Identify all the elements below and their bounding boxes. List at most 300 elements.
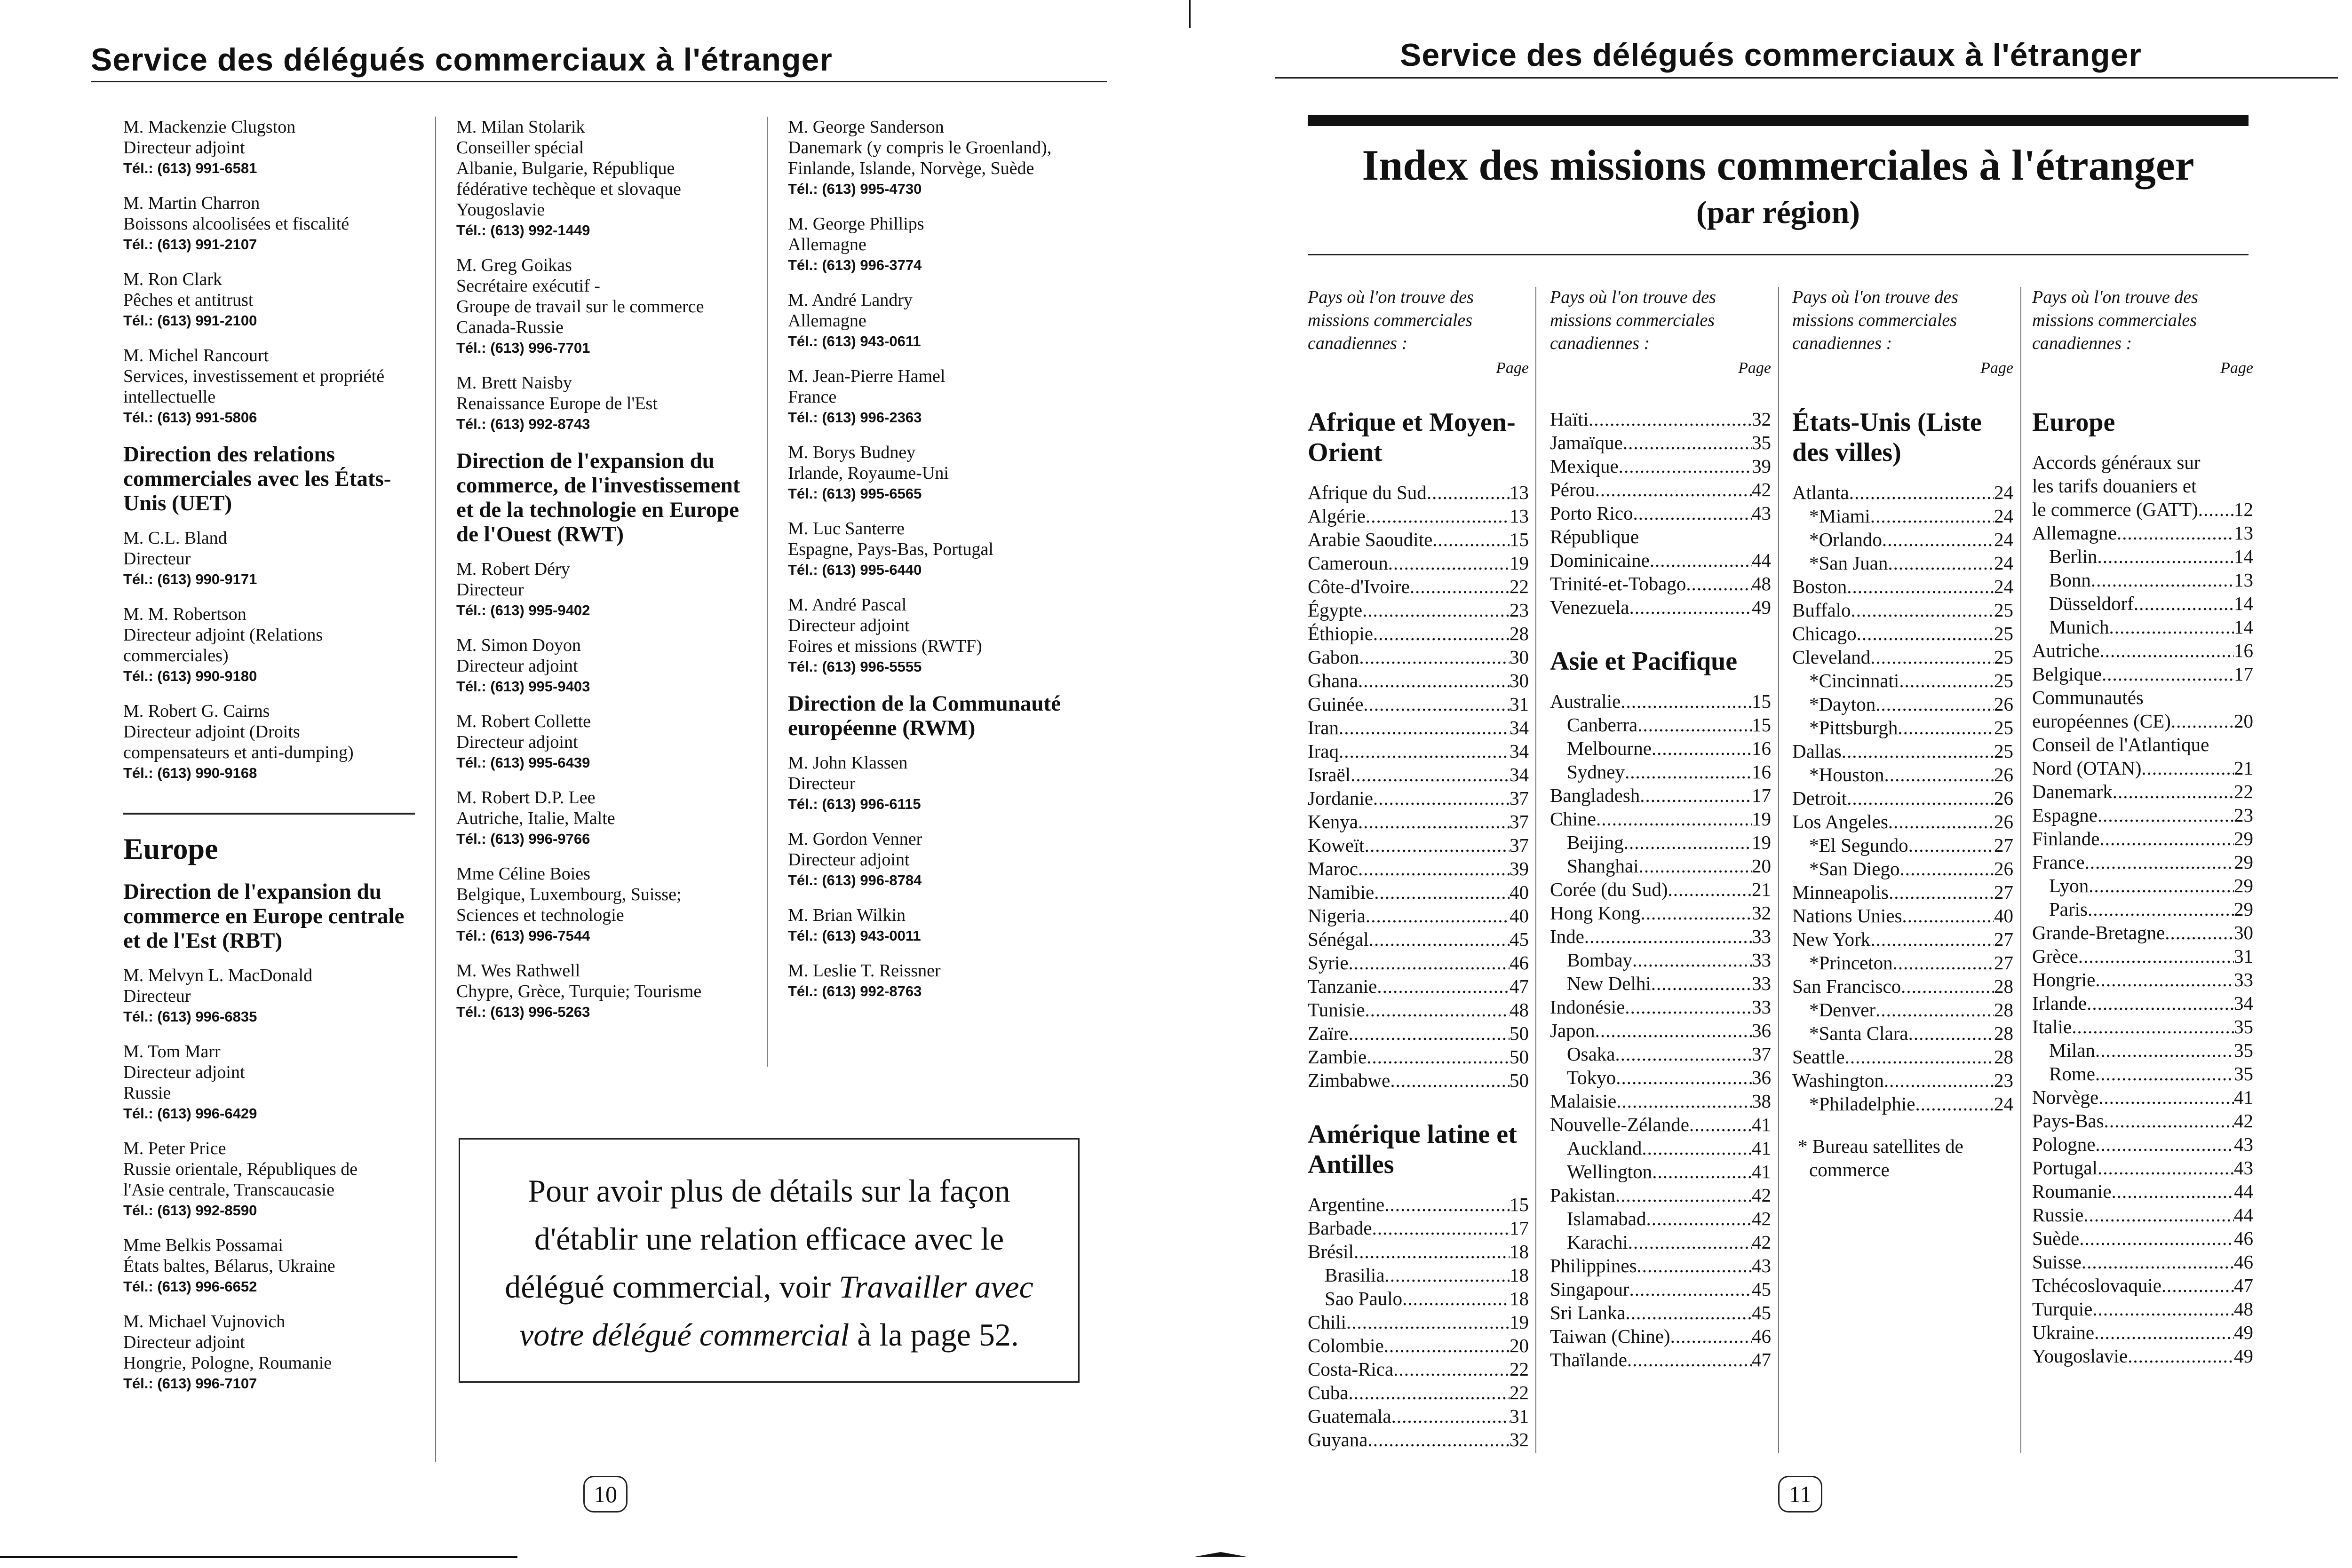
- leader-dots: [1689, 1113, 1752, 1136]
- index-entry-page: 18: [1510, 1288, 1529, 1309]
- index-entry-page: 25: [1994, 670, 2013, 691]
- contact-name: M. M. Robertson: [123, 604, 246, 624]
- leader-dots: [1898, 716, 1994, 739]
- index-entry-name: Berlin: [2049, 546, 2098, 567]
- index-entry: [1308, 974, 1529, 998]
- index-entry: [1308, 528, 1529, 551]
- index-entry-page: 30: [1510, 646, 1529, 668]
- index-entry-page: 50: [1510, 1069, 1529, 1091]
- index-entry: [2032, 1180, 2253, 1203]
- index-entry-page: 28: [1994, 975, 2013, 997]
- index-entry-page: 24: [1994, 552, 2013, 574]
- leader-dots: [1358, 857, 1510, 880]
- index-entry-page: 36: [1752, 1020, 1771, 1041]
- index-entry-name: Paris: [2049, 898, 2088, 920]
- index-column-1: [1308, 286, 1529, 1451]
- leader-dots: [1851, 598, 1994, 622]
- index-entry-name: Pakistan: [1550, 1184, 1615, 1206]
- contact-phone: Tél.: (613) 996-3774: [788, 257, 922, 273]
- index-entry-name: Pays-Bas: [2032, 1110, 2104, 1132]
- column-divider: [767, 117, 768, 1067]
- contact-name: M. Jean-Pierre Hamel: [788, 366, 946, 386]
- index-entry-name: Syrie: [1308, 952, 1349, 974]
- contact-detail: compensateurs et anti-dumping): [123, 743, 354, 762]
- index-entry: [1792, 645, 2013, 669]
- leader-dots: [1915, 1092, 1994, 1116]
- index-entry-page: 26: [1994, 693, 2013, 715]
- index-entry-name: Sydney: [1567, 761, 1625, 783]
- index-entry-name: Los Angeles: [1792, 811, 1888, 832]
- index-entry: [1550, 1089, 1771, 1113]
- index-entry-name: Jordanie: [1308, 787, 1373, 809]
- index-entry: [1792, 810, 2013, 833]
- index-entry: [2032, 1344, 2253, 1368]
- index-entry-page: 30: [2234, 922, 2253, 943]
- contact-name: M. Melvyn L. MacDonald: [123, 966, 313, 985]
- contact-entry: [788, 214, 1098, 276]
- contact-detail: France: [788, 387, 837, 407]
- index-entry-page: 13: [1510, 482, 1529, 503]
- index-entry: [1792, 786, 2013, 810]
- index-entry-page: 42: [2234, 1110, 2253, 1132]
- index-entry: [1550, 1183, 1771, 1207]
- index-entry-page: 21: [1752, 879, 1771, 900]
- index-entry: [1792, 598, 2013, 622]
- leader-dots: [1619, 454, 1752, 478]
- contact-entry: [456, 711, 757, 773]
- contact-entry: [123, 193, 415, 255]
- index-entry-page: 20: [2234, 710, 2253, 732]
- index-column-3: [1792, 286, 2013, 1181]
- contact-phone: Tél.: (613) 996-6115: [788, 796, 921, 812]
- contact-detail: Directeur adjoint: [456, 656, 578, 676]
- contact-name: Mme Céline Boies: [456, 864, 590, 884]
- contact-entry: [123, 604, 415, 687]
- index-entry-page: 37: [1752, 1043, 1771, 1065]
- right-page: [1195, 0, 2352, 1568]
- index-entry: [2032, 780, 2253, 803]
- index-entry-page: 44: [2234, 1204, 2253, 1226]
- index-entry: [2032, 991, 2253, 1015]
- index-entry-page: 33: [1752, 973, 1771, 994]
- index-entry-page: 44: [1752, 549, 1771, 571]
- index-entry: [1308, 692, 1529, 716]
- leader-dots: [1365, 833, 1510, 857]
- column-header: [2032, 286, 2253, 380]
- leader-dots: [1363, 692, 1510, 716]
- callout-box: [459, 1138, 1080, 1383]
- title-bar: [1308, 115, 2249, 126]
- index-entry: [1550, 831, 1771, 854]
- index-entry-page: 15: [1510, 1194, 1529, 1215]
- index-entry-page: 35: [2234, 1039, 2253, 1061]
- index-entry-page: 17: [1510, 1217, 1529, 1239]
- index-entry-name: *Philadelphie: [1809, 1093, 1915, 1115]
- index-entry-page: 23: [1510, 599, 1529, 621]
- index-entry-page: 26: [1994, 811, 2013, 832]
- contact-phone: Tél.: (613) 996-2363: [788, 409, 922, 426]
- index-entry-page: 48: [2234, 1298, 2253, 1320]
- index-entry: [1792, 763, 2013, 786]
- directorate-heading: Direction de l'expansion du commerce, de l'investissement et de la technologie en Europe de l'Ouest (RWT): [456, 449, 740, 546]
- contact-entry: [123, 528, 415, 590]
- leader-dots: [2165, 921, 2234, 944]
- index-entry-page: 24: [1994, 576, 2013, 597]
- index-entry-page: 35: [2234, 1016, 2253, 1037]
- index-entry-page: 41: [1752, 1114, 1771, 1135]
- contact-entry: [123, 117, 415, 179]
- contact-name: M. George Phillips: [788, 214, 924, 234]
- contact-entry: [788, 117, 1098, 199]
- contact-entry: [788, 290, 1098, 352]
- index-entry-name: Hongrie: [2032, 969, 2096, 990]
- contact-entry: [456, 960, 757, 1022]
- index-entry-name: Zambie: [1308, 1046, 1367, 1068]
- leader-dots: [1637, 1254, 1752, 1277]
- contact-detail: Directeur adjoint: [788, 616, 910, 635]
- index-entry-page: 31: [1510, 1405, 1529, 1427]
- index-entry-page: 18: [1510, 1241, 1529, 1262]
- leader-dots: [1384, 1193, 1510, 1216]
- leader-dots: [1385, 1263, 1510, 1287]
- contact-detail: Albanie, Bulgarie, République: [456, 158, 675, 178]
- index-entry: [1308, 1240, 1529, 1263]
- index-entry: [1792, 739, 2013, 763]
- index-entry-page: 27: [1994, 881, 2013, 903]
- index-entry: [1792, 481, 2013, 504]
- contact-name: M. Luc Santerre: [788, 519, 905, 539]
- leader-dots: [1625, 995, 1752, 1019]
- index-entry-name: Bangladesh: [1550, 784, 1640, 806]
- index-entry-name: Sri Lanka: [1550, 1302, 1626, 1323]
- index-entry-page: 29: [2234, 851, 2253, 873]
- index-entry-page: 46: [2234, 1227, 2253, 1249]
- index-entry: [2032, 1321, 2253, 1344]
- column-header-text: Pays où l'on trouve des missions commerciales canadiennes :: [2032, 287, 2198, 353]
- index-entry-page: 37: [1510, 787, 1529, 809]
- contact-detail: intellectuelle: [123, 387, 216, 407]
- index-entry: [1550, 501, 1771, 525]
- leader-dots: [1652, 1160, 1752, 1183]
- directorate-heading: Direction de l'expansion du commerce en Europe centrale et de l'Est (RBT): [123, 879, 405, 953]
- index-entry-page: 34: [1510, 717, 1529, 738]
- index-entry-name: *Pittsburgh: [1809, 717, 1898, 738]
- leader-dots: [2079, 1227, 2234, 1250]
- index-entry-page: 40: [1510, 881, 1529, 903]
- index-entry-page: 20: [1752, 855, 1771, 877]
- index-entry-name: Nations Unies: [1792, 905, 1902, 927]
- index-entry-page: 42: [1752, 1231, 1771, 1253]
- index-entry: [2032, 944, 2253, 968]
- leader-dots: [2085, 850, 2234, 874]
- index-entry-page: 17: [2234, 663, 2253, 685]
- contact-phone: Tél.: (613) 996-7701: [456, 340, 590, 356]
- contact-entry: [456, 117, 757, 241]
- index-entry-page: 45: [1752, 1302, 1771, 1323]
- fold-mark: [1189, 0, 1191, 28]
- index-entry: [1792, 1069, 2013, 1092]
- contact-detail: Directeur adjoint: [123, 1332, 245, 1352]
- contact-entry: [456, 635, 757, 697]
- leader-dots: [1847, 786, 1994, 810]
- index-entry-name: Iran: [1308, 717, 1339, 738]
- contact-entry: [788, 594, 1098, 677]
- index-entry-page: 22: [2234, 781, 2253, 802]
- contact-name: M. Borys Budney: [788, 443, 916, 462]
- index-entry: [2032, 545, 2253, 568]
- contact-detail: fédérative techèque et slovaque: [456, 179, 681, 199]
- index-entry-page: 41: [1752, 1161, 1771, 1182]
- index-entry: [2032, 1109, 2253, 1132]
- fold-mark: [1195, 1552, 1247, 1557]
- index-entry: [1550, 431, 1771, 454]
- index-entry-page: 24: [1994, 482, 2013, 503]
- index-region-heading: Amérique latine et Antilles: [1308, 1120, 1517, 1179]
- index-entry: [2032, 803, 2253, 827]
- contact-name: M. Leslie T. Reissner: [788, 961, 941, 981]
- leader-dots: [2099, 827, 2234, 850]
- index-entry-name: Nord (OTAN): [2032, 757, 2142, 779]
- index-entry-name: Roumanie: [2032, 1180, 2112, 1202]
- contact-detail: Groupe de travail sur le commerce: [456, 297, 704, 317]
- index-entry: [1550, 736, 1771, 760]
- contact-detail: Canada-Russie: [456, 317, 564, 337]
- leader-dots: [1870, 645, 1994, 669]
- index-entry: [2032, 850, 2253, 874]
- leader-dots: [1642, 1136, 1752, 1160]
- leader-dots: [2112, 1180, 2234, 1203]
- leader-dots: [1388, 551, 1510, 575]
- contact-detail: Hongrie, Pologne, Roumanie: [123, 1353, 332, 1373]
- index-entry-page: 15: [1752, 714, 1771, 736]
- index-entry: [1308, 504, 1529, 528]
- contact-name: M. Greg Goikas: [456, 255, 572, 275]
- index-entry: [1792, 716, 2013, 739]
- index-entry: [2032, 1227, 2253, 1250]
- index-entry-page: 25: [1994, 623, 2013, 644]
- leader-dots: [2088, 897, 2234, 921]
- index-entry-name: Finlande: [2032, 828, 2100, 849]
- contact-detail: Finlande, Islande, Norvège, Suède: [788, 158, 1034, 178]
- index-entry: [1792, 974, 2013, 998]
- column-header: [1792, 286, 2013, 380]
- leader-dots: [1384, 1334, 1510, 1357]
- leader-dots: [1339, 739, 1510, 763]
- contact-detail: Boissons alcoolisées et fiscalité: [123, 214, 350, 234]
- index-entry: [1550, 760, 1771, 784]
- index-entry: [1550, 1348, 1771, 1371]
- index-entry: [1550, 901, 1771, 925]
- contact-detail: Allemagne: [788, 311, 866, 331]
- contact-name: M. Michael Vujnovich: [123, 1312, 286, 1331]
- leader-dots: [1402, 1287, 1510, 1310]
- leader-dots: [2095, 1038, 2234, 1062]
- index-entry: [1550, 1113, 1771, 1136]
- index-entry: [1792, 904, 2013, 927]
- leader-dots: [1908, 833, 1994, 857]
- index-entry-name: Costa-Rica: [1308, 1358, 1394, 1380]
- index-entry-page: 15: [1510, 529, 1529, 550]
- contact-entry: [456, 787, 757, 849]
- index-entry-page: 43: [1752, 1255, 1771, 1276]
- leader-dots: [1884, 1069, 1994, 1092]
- contact-entry: [788, 905, 1098, 946]
- index-entry-name: Auckland: [1567, 1137, 1642, 1159]
- index-entry-page: 20: [1510, 1335, 1529, 1356]
- index-entry-name: Pérou: [1550, 479, 1595, 500]
- index-entry: [1550, 595, 1771, 619]
- index-entry-name: Italie: [2032, 1016, 2072, 1037]
- index-entry-name: Inde: [1550, 926, 1584, 947]
- index-entry-page: 24: [1994, 505, 2013, 527]
- contact-detail: Directeur: [123, 986, 191, 1006]
- index-entry-name: Brasilia: [1325, 1264, 1385, 1286]
- contact-phone: Tél.: (613) 995-9402: [456, 602, 590, 618]
- index-entry-name: Autriche: [2032, 640, 2100, 661]
- contact-phone: Tél.: (613) 996-6652: [123, 1278, 257, 1295]
- index-entry-name: Buffalo: [1792, 599, 1851, 621]
- index-entry-page: 24: [1994, 1093, 2013, 1115]
- index-entry-name: Trinité-et-Tobago: [1550, 573, 1686, 594]
- index-entry-page: 43: [2234, 1133, 2253, 1155]
- index-entry: [1550, 1324, 1771, 1348]
- index-entry-name: Venezuela: [1550, 596, 1629, 618]
- index-entry-page: 27: [1994, 928, 2013, 950]
- leader-dots: [2161, 1274, 2234, 1297]
- index-entry-page: 22: [1510, 1382, 1529, 1403]
- contact-name: M. Simon Doyon: [456, 635, 581, 655]
- index-entry-page: 14: [2234, 593, 2253, 614]
- index-entry: [1792, 528, 2013, 551]
- leader-dots: [2078, 944, 2234, 968]
- leader-dots: [1365, 998, 1510, 1022]
- leader-dots: [1899, 669, 1994, 692]
- index-entry: [1550, 878, 1771, 901]
- index-entry-page: 25: [1994, 599, 2013, 621]
- index-entry-page: 33: [1752, 926, 1771, 947]
- contact-detail: Foires et missions (RWTF): [788, 636, 982, 656]
- leader-dots: [1637, 713, 1752, 736]
- leader-dots: [2099, 639, 2234, 662]
- index-entry: [1792, 622, 2013, 645]
- index-entry-page: 13: [2234, 569, 2253, 591]
- index-entry-page: 46: [2234, 1251, 2253, 1273]
- index-entry-page: 49: [2234, 1322, 2253, 1343]
- leader-dots: [1640, 901, 1752, 925]
- leader-dots: [1629, 1277, 1752, 1301]
- index-entry: [1792, 551, 2013, 575]
- contact-detail: Directeur adjoint: [123, 1062, 245, 1082]
- leader-dots: [1857, 622, 1994, 645]
- contact-entry: [123, 1311, 415, 1394]
- index-entry: [2032, 1250, 2253, 1274]
- contact-phone: Tél.: (613) 995-6439: [456, 754, 590, 771]
- leader-dots: [2083, 1203, 2234, 1227]
- index-entry: [1308, 1287, 1529, 1310]
- footnote: * Bureau satellites de commerce: [1798, 1135, 1963, 1180]
- index-entry: [2032, 1156, 2253, 1180]
- index-region-heading: Europe: [2032, 408, 2115, 437]
- leader-dots: [1616, 1089, 1752, 1113]
- index-region-heading: Asie et Pacifique: [1550, 647, 1738, 676]
- index-entry: [1308, 998, 1529, 1022]
- leader-dots: [2141, 756, 2234, 780]
- leader-dots: [1908, 1022, 1994, 1045]
- index-entry-page: 34: [1510, 740, 1529, 762]
- leader-dots: [2091, 568, 2234, 592]
- contact-detail: Services, investissement et propriété: [123, 366, 385, 386]
- index-entry-name: *Cincinnati: [1809, 670, 1899, 691]
- leader-dots: [1870, 927, 1994, 951]
- index-entry-page: 47: [1510, 975, 1529, 997]
- index-entry-page: 14: [2234, 616, 2253, 638]
- leader-dots: [1624, 831, 1752, 854]
- index-entry-page: 29: [2234, 898, 2253, 920]
- index-entry-page: 41: [1752, 1137, 1771, 1159]
- leader-dots: [1875, 692, 1994, 716]
- leader-dots: [1346, 1310, 1510, 1334]
- contact-phone: Tél.: (613) 996-8784: [788, 872, 922, 888]
- leader-dots: [1901, 974, 1994, 998]
- index-entry-name: le commerce (GATT): [2032, 499, 2198, 520]
- contact-phone: Tél.: (613) 992-8763: [788, 983, 922, 999]
- index-entry-page: 43: [2234, 1157, 2253, 1179]
- leader-dots: [1354, 1240, 1510, 1263]
- contact-entry: [123, 345, 415, 428]
- contact-name: M. Milan Stolarik: [456, 117, 585, 137]
- contact-phone: Tél.: (613) 943-0011: [788, 927, 921, 944]
- index-entry-page: 28: [1994, 999, 2013, 1021]
- index-entry: [1550, 1207, 1771, 1230]
- index-entry: [1550, 407, 1771, 431]
- index-entry-name: Allemagne: [2032, 522, 2117, 544]
- contact-entry: [788, 829, 1098, 891]
- index-entry-page: 19: [1752, 808, 1771, 830]
- index-entry-name: Nigeria: [1308, 905, 1366, 927]
- contact-entry: [123, 1235, 415, 1297]
- leader-dots: [1652, 736, 1752, 760]
- index-entry-name: Singapour: [1550, 1278, 1629, 1300]
- index-entry: [1550, 713, 1771, 736]
- index-entry: [1308, 716, 1529, 739]
- index-entry-page: 26: [1994, 858, 2013, 879]
- contact-entry: [456, 559, 757, 621]
- contact-name: M. John Klassen: [788, 753, 908, 773]
- contact-entry: [123, 1041, 415, 1124]
- index-entry: [1550, 548, 1771, 572]
- index-entry-name: Seattle: [1792, 1046, 1845, 1068]
- leader-dots: [2089, 874, 2234, 897]
- leader-dots: [2104, 1109, 2234, 1132]
- leader-dots: [1646, 1207, 1752, 1230]
- index-entry-page: 23: [1994, 1069, 2013, 1091]
- leader-dots: [1362, 598, 1510, 622]
- index-entry: [1308, 1045, 1529, 1069]
- index-entry-name: Guyana: [1308, 1429, 1368, 1450]
- index-entry-page: 31: [2234, 945, 2253, 967]
- contact-phone: Tél.: (613) 990-9168: [123, 765, 257, 781]
- index-entry: [1792, 1092, 2013, 1116]
- index-entry-text: République: [1550, 526, 1639, 547]
- title-rule: [1308, 254, 2249, 255]
- index-entry: [2032, 662, 2253, 686]
- contact-phone: Tél.: (613) 995-6565: [788, 485, 922, 502]
- region-heading: Europe: [123, 832, 218, 865]
- index-entry-page: 16: [1752, 761, 1771, 783]
- column-divider: [2020, 287, 2021, 1453]
- callout-line: délégué commercial, voir Travailler avec: [505, 1269, 1033, 1305]
- index-entry-page: 40: [1510, 905, 1529, 927]
